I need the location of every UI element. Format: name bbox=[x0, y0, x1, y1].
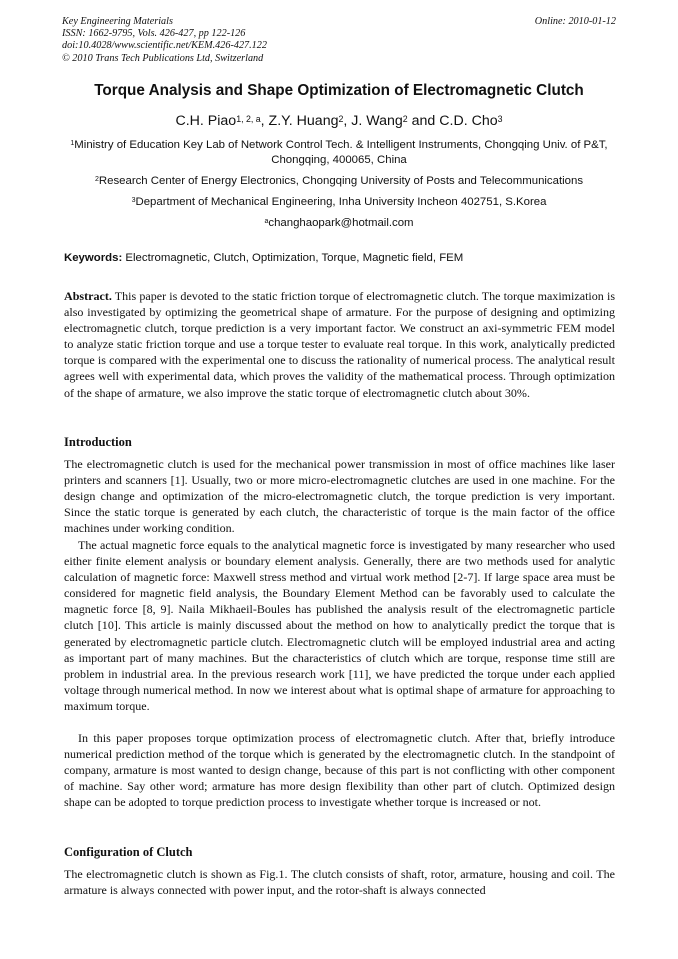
paper-title: Torque Analysis and Shape Optimization of Electromagnetic Clutch bbox=[94, 82, 584, 99]
online-date: Online: 2010-01-12 bbox=[534, 16, 616, 27]
keywords-label: Keywords: bbox=[64, 252, 123, 264]
introduction-paragraph-1: The electromagnetic clutch is used for the mechanical power transmission in most of office machines like laser printers and scanners [1]. Usually, two or more micro-electromagnetic clutches are used in one machine. For the design change and optimization of the micro-electromagnetic clutch, the torque prediction is very important. Since the static torque is generated by each clutch, the characteristic of torque is the main factor of the office machines under working condition. bbox=[64, 457, 615, 536]
author-name: Z.Y. Huang bbox=[268, 113, 339, 129]
abstract-label: Abstract. bbox=[64, 289, 112, 303]
copyright-line: © 2010 Trans Tech Publications Ltd, Switzerland bbox=[62, 52, 264, 64]
author-affiliation-mark: 1, 2, a bbox=[236, 114, 261, 125]
author-separator: , bbox=[343, 113, 352, 129]
section-heading-configuration: Configuration of Clutch bbox=[64, 845, 193, 859]
author-name: J. Wang bbox=[351, 113, 403, 129]
author-affiliation-mark: 2 bbox=[338, 114, 344, 125]
section-heading-introduction: Introduction bbox=[64, 435, 132, 449]
affiliation-2 bbox=[62, 174, 616, 189]
issn-line: ISSN: 1662-9795, Vols. 426-427, pp 122-126 bbox=[62, 28, 246, 40]
affiliation-mark: 1 bbox=[70, 139, 75, 147]
affiliation-mark: 3 bbox=[131, 196, 136, 204]
abstract bbox=[64, 288, 615, 401]
affiliation-mark: a bbox=[264, 217, 269, 225]
keywords bbox=[64, 251, 616, 265]
configuration-paragraph: The electromagnetic clutch is shown as Fig.1. The clutch consists of shaft, rotor, armature, housing and coil. The armature is always connected with power input, and the rotor-shaft is always connected bbox=[64, 867, 615, 898]
journal-name: Key Engineering Materials bbox=[62, 16, 173, 27]
introduction-paragraph-2: The actual magnetic force equals to the analytical magnetic force is investigated by many researcher who used either finite element analysis or boundary element analysis. Generally, there are two methods used for analytic calculation of magnetic force: Maxwell stress method and virtual work method [2-7]. If large space area must be considered for magnetic field analysis, the Boundary Element Method can be favorably used to calculate the magnetic force [8, 9]. Naila Mikhaeil-Boules has published the analysis result of the electromagnetic particle clutch [10]. This article is mainly discussed about the method on how to analytically predict the torque that is generated by electromagnetic particle clutch. Electromagnetic clutch will be employed industrial area and acting as important part of many machines. But the characteristics of clutch which are torque, response time still are problem in industrial area. In the previous research work [11], we have predicted the torque under each applied voltage through numerical method. In now we interest about what is optimal shape of armature for approaching to maximum torque. bbox=[64, 538, 615, 713]
affiliation-1 bbox=[62, 138, 616, 167]
affiliation-3 bbox=[62, 195, 616, 210]
author-affiliation-mark: 2 bbox=[402, 114, 408, 125]
affiliation-text: Research Center of Energy Electronics, Chongqing University of Posts and Telecommunications bbox=[98, 175, 584, 187]
keywords-text: Electromagnetic, Clutch, Optimization, Torque, Magnetic field, FEM bbox=[125, 252, 464, 264]
author-separator: , bbox=[260, 113, 269, 129]
contact-email bbox=[62, 216, 616, 231]
email-text: changhaopark@hotmail.com bbox=[268, 217, 414, 229]
affiliation-mark: 2 bbox=[94, 175, 99, 183]
author-name: C.D. Cho bbox=[439, 113, 498, 129]
author-affiliation-mark: 3 bbox=[497, 114, 503, 125]
affiliation-text: Department of Mechanical Engineering, Inha University Incheon 402751, S.Korea bbox=[135, 196, 547, 208]
author-list bbox=[62, 112, 616, 130]
author-separator: and bbox=[407, 113, 440, 129]
doi-line: doi:10.4028/www.scientific.net/KEM.426-427.122 bbox=[62, 40, 267, 52]
affiliation-text: Ministry of Education Key Lab of Network Control Tech. & Intelligent Instruments, Chongqing Univ. of P&T, Chongqing, 400065, China bbox=[74, 139, 608, 166]
introduction-paragraph-3: In this paper proposes torque optimization process of electromagnetic clutch. After that, briefly introduce numerical prediction method of the torque which is generated by the electromagnetic clutch. In the standpoint of company, armature is most wanted to design change, because of this part is not conflicting with other component of machine. Say other word; armature has more design flexibility than other part of clutch. Optimized design shape can be adopted to torque prediction process to investigate whether torque is increased or not. bbox=[64, 731, 615, 810]
journal-header bbox=[62, 16, 267, 65]
abstract-text: This paper is devoted to the static friction torque of electromagnetic clutch. The torque maximization is also investigated by optimizing the geometrical shape of armature. For the purpose of designing and optimizing electromagnetic clutch, torque prediction is a very important factor. We construct an axi-symmetric FEM model to analyze static friction torque and use a torque tester to evaluate real torque. In this work, analytically predicted torque is compared with the experimental one to discuss the rationality of numerical process. The analytical result agrees well with experimental data, which proves the validity of the mathematical process. Through optimization of the shape of armature, we also improve the static torque of electromagnetic clutch about 30%. bbox=[64, 289, 616, 400]
author-name: C.H. Piao bbox=[175, 113, 237, 129]
